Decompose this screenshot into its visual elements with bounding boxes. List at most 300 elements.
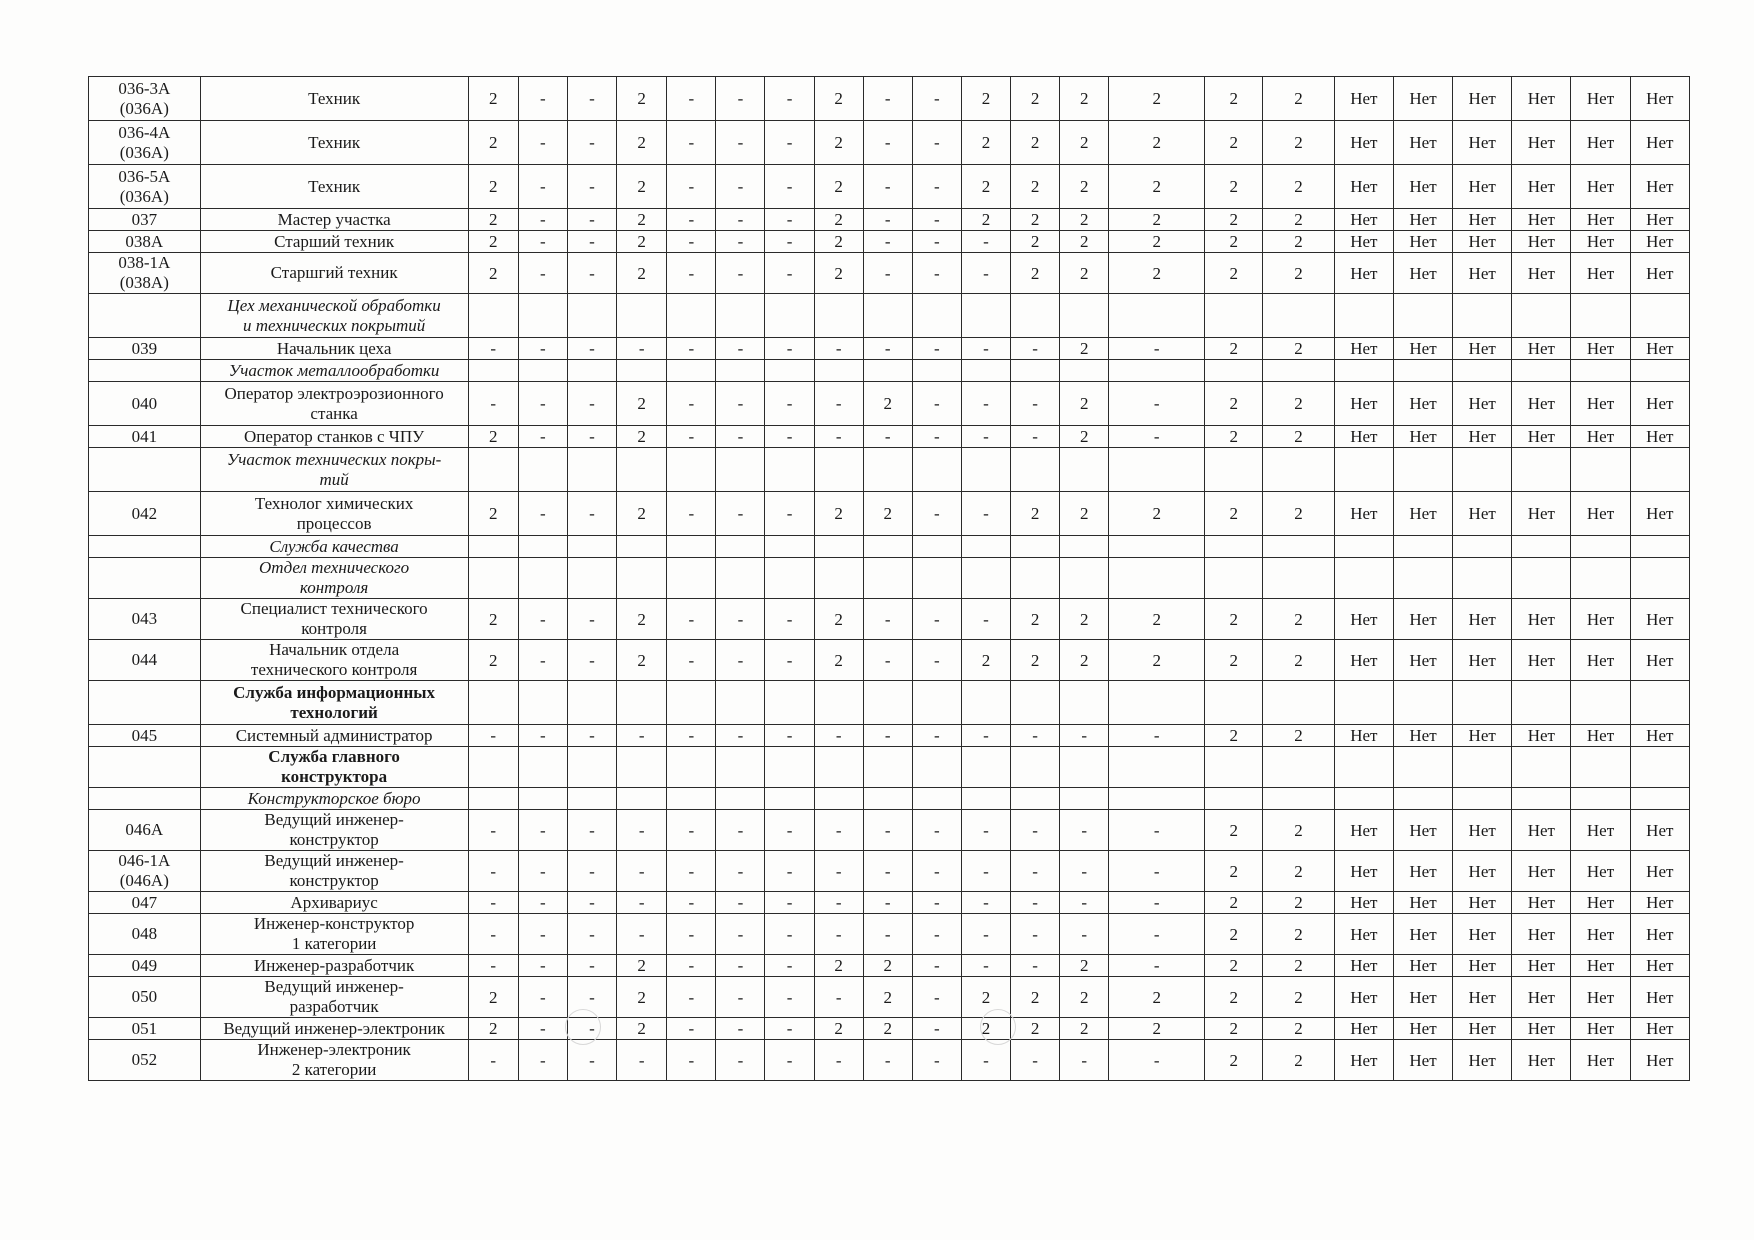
value-cell: - [765, 77, 814, 121]
value-cell: Нет [1571, 955, 1630, 977]
table-row [89, 599, 1690, 640]
value-cell [617, 294, 667, 338]
value-cell: 2 [1263, 810, 1334, 851]
value-cell [617, 747, 667, 788]
value-cell: Нет [1393, 1040, 1452, 1081]
value-cell [1630, 536, 1689, 558]
value-cell: Нет [1453, 914, 1512, 955]
value-cell: 2 [617, 253, 667, 294]
value-cell: - [667, 640, 716, 681]
value-cell: 2 [1205, 253, 1263, 294]
value-cell: - [518, 851, 567, 892]
value-cell: - [716, 231, 765, 253]
row-code: 037 [89, 209, 201, 231]
row-code: 046-1А (046А) [89, 851, 201, 892]
value-cell: Нет [1630, 382, 1689, 426]
value-cell: - [567, 599, 616, 640]
value-cell: - [716, 810, 765, 851]
value-cell: - [1109, 382, 1205, 426]
value-cell: Нет [1334, 253, 1393, 294]
value-cell [667, 536, 716, 558]
value-cell: Нет [1334, 640, 1393, 681]
value-cell: - [765, 810, 814, 851]
value-cell [1512, 558, 1571, 599]
value-cell: 2 [1263, 977, 1334, 1018]
value-cell [1571, 360, 1630, 382]
value-cell: - [518, 599, 567, 640]
value-cell: - [1011, 914, 1060, 955]
value-cell [765, 294, 814, 338]
value-cell [1393, 747, 1452, 788]
value-cell [765, 448, 814, 492]
value-cell: 2 [1060, 165, 1109, 209]
value-cell: - [1060, 725, 1109, 747]
value-cell: - [765, 231, 814, 253]
value-cell: - [961, 914, 1010, 955]
value-cell: 2 [961, 165, 1010, 209]
value-cell [468, 681, 518, 725]
value-cell: Нет [1393, 851, 1452, 892]
value-cell: 2 [1011, 599, 1060, 640]
value-cell: Нет [1453, 165, 1512, 209]
value-cell: 2 [1205, 955, 1263, 977]
value-cell: - [912, 892, 961, 914]
value-cell [716, 747, 765, 788]
value-cell: 2 [1263, 121, 1334, 165]
value-cell [1263, 360, 1334, 382]
value-cell [1630, 360, 1689, 382]
value-cell: 2 [1060, 382, 1109, 426]
value-cell: - [716, 426, 765, 448]
value-cell: Нет [1334, 231, 1393, 253]
value-cell: 2 [1205, 725, 1263, 747]
value-cell [765, 360, 814, 382]
value-cell: 2 [1205, 382, 1263, 426]
value-cell [1334, 681, 1393, 725]
value-cell: Нет [1453, 955, 1512, 977]
value-cell: - [814, 338, 863, 360]
value-cell [1205, 448, 1263, 492]
value-cell: - [567, 914, 616, 955]
table-row [89, 209, 1690, 231]
value-cell: 2 [1263, 955, 1334, 977]
value-cell [1334, 747, 1393, 788]
value-cell: Нет [1334, 599, 1393, 640]
value-cell: Нет [1453, 1040, 1512, 1081]
table-row [89, 492, 1690, 536]
section-title: Цех механической обработки и технических покрытий [200, 294, 468, 338]
value-cell: Нет [1571, 892, 1630, 914]
position-name: Ведущий инженер-электроник [200, 1018, 468, 1040]
value-cell: - [814, 810, 863, 851]
value-cell: Нет [1630, 492, 1689, 536]
value-cell: - [667, 165, 716, 209]
value-cell: - [912, 599, 961, 640]
value-cell: Нет [1512, 725, 1571, 747]
value-cell: 2 [814, 77, 863, 121]
value-cell: 2 [1263, 492, 1334, 536]
value-cell: Нет [1630, 914, 1689, 955]
value-cell [617, 536, 667, 558]
value-cell: - [1060, 810, 1109, 851]
value-cell: - [667, 77, 716, 121]
value-cell: 2 [814, 253, 863, 294]
value-cell: - [518, 231, 567, 253]
value-cell: - [567, 851, 616, 892]
value-cell: - [961, 426, 1010, 448]
value-cell: - [667, 253, 716, 294]
value-cell: - [567, 382, 616, 426]
value-cell: Нет [1512, 253, 1571, 294]
value-cell [1205, 360, 1263, 382]
value-cell: - [716, 382, 765, 426]
value-cell: - [765, 640, 814, 681]
value-cell: - [765, 599, 814, 640]
value-cell: 2 [814, 121, 863, 165]
value-cell: - [1011, 851, 1060, 892]
value-cell: - [468, 338, 518, 360]
value-cell [1109, 558, 1205, 599]
table-row [89, 165, 1690, 209]
value-cell: 2 [1109, 165, 1205, 209]
value-cell: - [765, 914, 814, 955]
value-cell: - [716, 725, 765, 747]
value-cell: - [912, 725, 961, 747]
value-cell [617, 788, 667, 810]
value-cell: Нет [1630, 426, 1689, 448]
value-cell: 2 [961, 977, 1010, 1018]
value-cell [1334, 558, 1393, 599]
value-cell [814, 294, 863, 338]
value-cell: - [617, 851, 667, 892]
value-cell [1011, 681, 1060, 725]
value-cell: Нет [1334, 955, 1393, 977]
value-cell: 2 [468, 77, 518, 121]
value-cell [1571, 681, 1630, 725]
value-cell: - [617, 892, 667, 914]
value-cell: - [765, 955, 814, 977]
value-cell [1060, 536, 1109, 558]
row-code: 048 [89, 914, 201, 955]
value-cell: 2 [961, 1018, 1010, 1040]
value-cell: - [716, 121, 765, 165]
row-code: 038-1А (038А) [89, 253, 201, 294]
value-cell: - [567, 165, 616, 209]
value-cell: Нет [1453, 382, 1512, 426]
value-cell: Нет [1630, 231, 1689, 253]
row-code: 051 [89, 1018, 201, 1040]
value-cell: 2 [468, 1018, 518, 1040]
section-title: Отдел технического контроля [200, 558, 468, 599]
row-code [89, 747, 201, 788]
value-cell [1512, 747, 1571, 788]
value-cell: - [716, 892, 765, 914]
value-cell [567, 448, 616, 492]
value-cell: 2 [1263, 892, 1334, 914]
value-cell [765, 788, 814, 810]
value-cell [1060, 448, 1109, 492]
value-cell: 2 [617, 955, 667, 977]
value-cell: Нет [1571, 426, 1630, 448]
value-cell: 2 [1263, 1018, 1334, 1040]
position-name: Специалист технического контроля [200, 599, 468, 640]
value-cell: - [617, 338, 667, 360]
value-cell [1263, 558, 1334, 599]
position-name: Архивариус [200, 892, 468, 914]
value-cell: Нет [1512, 977, 1571, 1018]
value-cell: 2 [1205, 77, 1263, 121]
position-name: Инженер-конструктор 1 категории [200, 914, 468, 955]
value-cell: - [518, 382, 567, 426]
value-cell [1393, 558, 1452, 599]
value-cell [1453, 747, 1512, 788]
value-cell: - [912, 977, 961, 1018]
value-cell [961, 788, 1010, 810]
value-cell: - [912, 253, 961, 294]
table-body [89, 77, 1690, 1081]
row-code [89, 788, 201, 810]
value-cell [814, 681, 863, 725]
value-cell [814, 536, 863, 558]
value-cell: - [1011, 725, 1060, 747]
value-cell: Нет [1630, 725, 1689, 747]
value-cell: - [765, 382, 814, 426]
row-code: 046А [89, 810, 201, 851]
value-cell: - [667, 492, 716, 536]
value-cell: - [518, 77, 567, 121]
table-row [89, 1018, 1690, 1040]
value-cell [567, 360, 616, 382]
value-cell: Нет [1393, 1018, 1452, 1040]
value-cell: - [518, 892, 567, 914]
value-cell [814, 788, 863, 810]
value-cell [468, 294, 518, 338]
value-cell: Нет [1393, 121, 1452, 165]
value-cell: 2 [814, 1018, 863, 1040]
value-cell [1011, 448, 1060, 492]
value-cell: - [912, 810, 961, 851]
value-cell: - [667, 977, 716, 1018]
value-cell: - [765, 338, 814, 360]
value-cell: - [961, 338, 1010, 360]
value-cell [667, 747, 716, 788]
row-code: 043 [89, 599, 201, 640]
value-cell: - [912, 338, 961, 360]
value-cell: Нет [1453, 231, 1512, 253]
value-cell [1512, 448, 1571, 492]
value-cell: - [1109, 955, 1205, 977]
value-cell: - [617, 810, 667, 851]
position-name: Мастер участка [200, 209, 468, 231]
value-cell: Нет [1334, 209, 1393, 231]
value-cell: - [716, 165, 765, 209]
section-title: Служба главного конструктора [200, 747, 468, 788]
value-cell: 2 [617, 492, 667, 536]
value-cell: - [567, 231, 616, 253]
value-cell: 2 [617, 426, 667, 448]
value-cell: - [518, 977, 567, 1018]
value-cell: Нет [1393, 253, 1452, 294]
value-cell: - [1109, 338, 1205, 360]
value-cell [1205, 747, 1263, 788]
row-code: 045 [89, 725, 201, 747]
section-row [89, 558, 1690, 599]
value-cell [765, 747, 814, 788]
value-cell: 2 [1109, 121, 1205, 165]
value-cell [518, 788, 567, 810]
value-cell: 2 [617, 1018, 667, 1040]
value-cell: - [1011, 955, 1060, 977]
section-title: Участок металлообработки [200, 360, 468, 382]
value-cell [1512, 788, 1571, 810]
value-cell [863, 360, 912, 382]
value-cell: - [961, 851, 1010, 892]
section-row [89, 360, 1690, 382]
value-cell: - [567, 725, 616, 747]
value-cell: Нет [1571, 1040, 1630, 1081]
value-cell [1630, 448, 1689, 492]
value-cell: 2 [1205, 231, 1263, 253]
value-cell: 2 [617, 599, 667, 640]
value-cell [518, 558, 567, 599]
value-cell: - [567, 253, 616, 294]
value-cell: Нет [1393, 810, 1452, 851]
value-cell: Нет [1453, 426, 1512, 448]
value-cell [1453, 788, 1512, 810]
value-cell [1011, 360, 1060, 382]
section-row [89, 448, 1690, 492]
value-cell: Нет [1393, 955, 1452, 977]
value-cell: Нет [1512, 640, 1571, 681]
value-cell: 2 [1011, 209, 1060, 231]
section-title: Служба качества [200, 536, 468, 558]
value-cell [1011, 294, 1060, 338]
table-row [89, 1040, 1690, 1081]
value-cell: - [716, 851, 765, 892]
value-cell: - [863, 253, 912, 294]
value-cell: - [863, 1040, 912, 1081]
value-cell [716, 681, 765, 725]
row-code: 050 [89, 977, 201, 1018]
value-cell: Нет [1512, 492, 1571, 536]
row-code: 047 [89, 892, 201, 914]
value-cell: Нет [1571, 640, 1630, 681]
value-cell [716, 536, 765, 558]
value-cell: 2 [1060, 121, 1109, 165]
value-cell [716, 558, 765, 599]
value-cell: - [961, 955, 1010, 977]
value-cell: - [667, 851, 716, 892]
value-cell [1512, 681, 1571, 725]
table-row [89, 77, 1690, 121]
value-cell: Нет [1571, 914, 1630, 955]
value-cell [1571, 536, 1630, 558]
value-cell: - [518, 1018, 567, 1040]
value-cell: 2 [1060, 1018, 1109, 1040]
value-cell: - [912, 1040, 961, 1081]
value-cell: Нет [1512, 426, 1571, 448]
value-cell: - [567, 1018, 616, 1040]
value-cell: - [765, 892, 814, 914]
value-cell: - [961, 725, 1010, 747]
table-row [89, 955, 1690, 977]
value-cell: 2 [1011, 492, 1060, 536]
value-cell [617, 681, 667, 725]
value-cell: 2 [1060, 426, 1109, 448]
value-cell: 2 [863, 382, 912, 426]
value-cell [961, 448, 1010, 492]
value-cell: - [518, 914, 567, 955]
value-cell: - [814, 851, 863, 892]
value-cell: - [667, 209, 716, 231]
value-cell: Нет [1334, 338, 1393, 360]
value-cell: 2 [814, 599, 863, 640]
value-cell: 2 [1109, 209, 1205, 231]
value-cell: - [518, 253, 567, 294]
value-cell: 2 [617, 231, 667, 253]
value-cell: 2 [617, 165, 667, 209]
value-cell: - [617, 914, 667, 955]
value-cell: - [912, 851, 961, 892]
value-cell: Нет [1393, 382, 1452, 426]
value-cell: - [1060, 914, 1109, 955]
value-cell [1205, 294, 1263, 338]
position-name: Начальник отдела технического контроля [200, 640, 468, 681]
table-row [89, 914, 1690, 955]
value-cell: Нет [1571, 77, 1630, 121]
value-cell [1512, 294, 1571, 338]
value-cell: Нет [1630, 851, 1689, 892]
value-cell [1060, 360, 1109, 382]
value-cell: Нет [1453, 77, 1512, 121]
value-cell: - [863, 914, 912, 955]
position-name: Инженер-электроник 2 категории [200, 1040, 468, 1081]
value-cell: Нет [1453, 640, 1512, 681]
value-cell: - [518, 426, 567, 448]
value-cell: - [567, 640, 616, 681]
value-cell [863, 294, 912, 338]
value-cell: - [863, 231, 912, 253]
value-cell: - [716, 338, 765, 360]
value-cell [1263, 294, 1334, 338]
value-cell: Нет [1571, 851, 1630, 892]
value-cell [1263, 747, 1334, 788]
value-cell [1011, 788, 1060, 810]
value-cell: - [1011, 426, 1060, 448]
value-cell [1334, 448, 1393, 492]
table-row [89, 977, 1690, 1018]
value-cell: Нет [1334, 914, 1393, 955]
value-cell [1630, 558, 1689, 599]
value-cell: - [518, 810, 567, 851]
value-cell: Нет [1630, 1040, 1689, 1081]
value-cell [1393, 536, 1452, 558]
value-cell: 2 [1263, 382, 1334, 426]
value-cell: 2 [1205, 599, 1263, 640]
value-cell [1393, 294, 1452, 338]
value-cell: 2 [1060, 338, 1109, 360]
section-row [89, 681, 1690, 725]
value-cell: Нет [1453, 725, 1512, 747]
value-cell [961, 558, 1010, 599]
value-cell [567, 558, 616, 599]
value-cell: - [1011, 382, 1060, 426]
value-cell [1263, 681, 1334, 725]
value-cell: 2 [1263, 209, 1334, 231]
value-cell: - [667, 725, 716, 747]
value-cell: 2 [814, 640, 863, 681]
value-cell [667, 681, 716, 725]
